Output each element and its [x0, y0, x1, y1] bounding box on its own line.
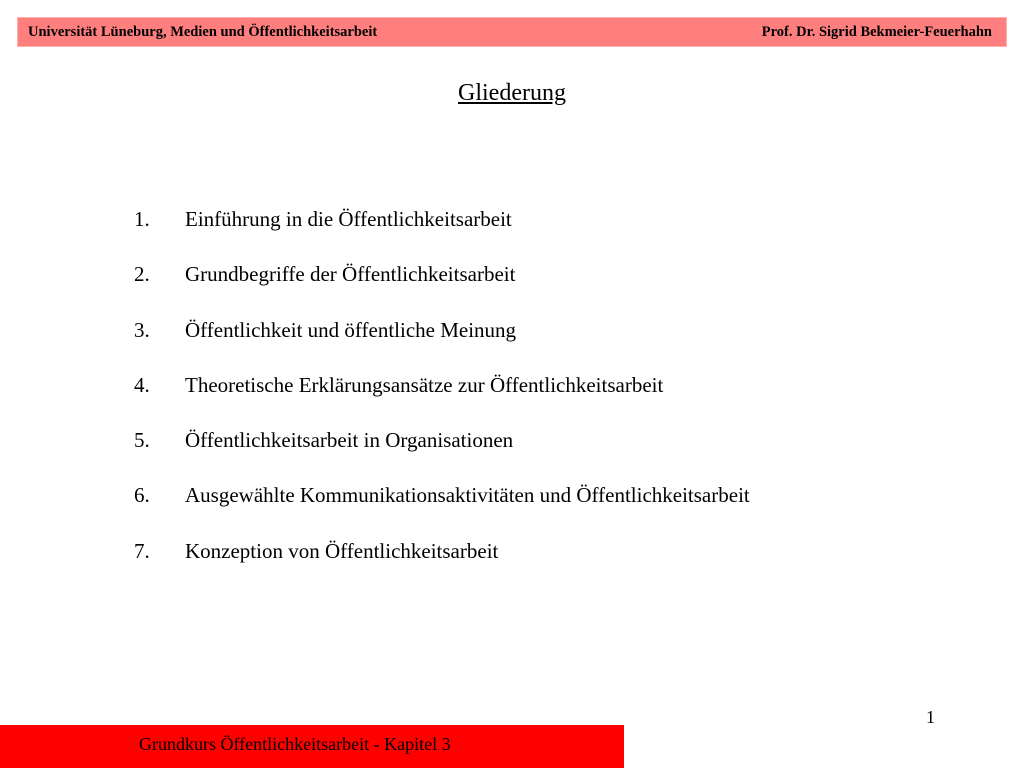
footer-bar	[0, 725, 624, 768]
toc-item-label: Ausgewählte Kommunikationsaktivitäten und Öffentlichkeitsarbeit	[185, 483, 750, 508]
toc-item-number: 3.	[134, 317, 150, 342]
page-number: 1	[926, 707, 935, 727]
toc-item-label: Theoretische Erklärungsansätze zur Öffentlichkeitsarbeit	[185, 372, 664, 397]
toc-item	[134, 207, 750, 262]
toc-item-number: 2.	[134, 262, 150, 287]
toc-item	[134, 262, 750, 317]
page-title: Gliederung	[458, 80, 566, 106]
toc-item-label: Einführung in die Öffentlichkeitsarbeit	[185, 207, 512, 231]
footer-course-title: Grundkurs Öffentlichkeitsarbeit - Kapitel 3	[139, 734, 451, 754]
toc-item	[134, 539, 750, 594]
table-of-contents	[134, 207, 750, 594]
toc-item-number: 7.	[134, 538, 150, 563]
toc-item-label: Öffentlichkeit und öffentliche Meinung	[185, 317, 517, 342]
toc-item	[134, 318, 750, 373]
toc-item-number: 5.	[134, 428, 150, 453]
header-bar	[17, 17, 1007, 47]
toc-item-label: Konzeption von Öffentlichkeitsarbeit	[185, 538, 499, 563]
toc-item-number: 4.	[134, 372, 150, 397]
toc-item	[134, 373, 750, 428]
header-institution: Universität Lüneburg, Medien und Öffentlichkeitsarbeit	[28, 24, 378, 40]
header-author: Prof. Dr. Sigrid Bekmeier-Feuerhahn	[761, 24, 992, 40]
toc-item-number: 1.	[134, 207, 150, 231]
toc-item-number: 6.	[134, 483, 150, 508]
toc-item	[134, 428, 750, 483]
toc-item-label: Grundbegriffe der Öffentlichkeitsarbeit	[185, 262, 516, 287]
toc-item-label: Öffentlichkeitsarbeit in Organisationen	[185, 428, 514, 453]
toc-item	[134, 483, 750, 538]
